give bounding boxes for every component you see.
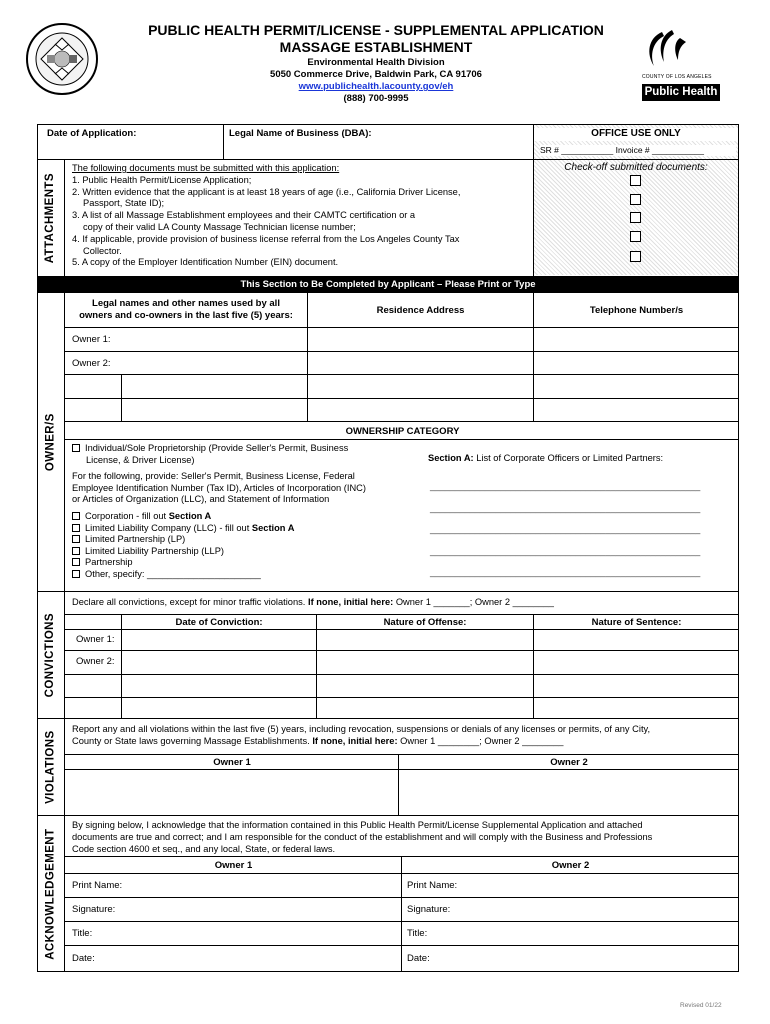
checkoff-label: Check-off submitted documents: xyxy=(564,162,708,173)
attachment-item: Collector. xyxy=(83,245,122,256)
dba-field[interactable] xyxy=(226,140,530,157)
conviction-col1: Date of Conviction: xyxy=(175,617,263,628)
ack-print-name-1[interactable]: Print Name: xyxy=(72,880,123,891)
checkbox[interactable] xyxy=(72,444,80,452)
violations-owner1: Owner 1 xyxy=(213,757,251,768)
owner1-label: Owner 1: xyxy=(72,334,111,345)
option-other[interactable]: Other, specify: ______________________ xyxy=(72,569,422,581)
ack-title-2[interactable]: Title: xyxy=(407,928,428,939)
attachment-item: 3. A list of all Massage Establishment employees and their CAMTC certification or a xyxy=(72,210,416,221)
conviction-col2: Nature of Offense: xyxy=(383,617,467,628)
conviction-col3: Nature of Sentence: xyxy=(591,617,682,628)
logo-small-text: COUNTY OF LOS ANGELES xyxy=(642,74,712,80)
section-a-line[interactable]: ______________________________________________________ xyxy=(430,481,701,491)
checkoff-box-4[interactable] xyxy=(630,231,641,242)
owners-label: OWNER/S xyxy=(37,293,65,591)
attachment-item: 2. Written evidence that the applicant is at least 18 years of age (i.e., California Driver License, xyxy=(72,186,461,197)
option-individual-cont: License, & Driver License) xyxy=(86,454,195,465)
section-a-heading: Section A: List of Corporate Officers or Limited Partners: xyxy=(428,453,664,463)
ack-date-2[interactable]: Date: xyxy=(407,953,430,964)
attachment-item: copy of their valid LA County Massage Technician license number; xyxy=(83,221,356,232)
attachment-item: 1. Public Health Permit/License Application; xyxy=(72,174,252,185)
option-lp[interactable]: Limited Partnership (LP) xyxy=(72,534,422,546)
office-use-label: OFFICE USE ONLY xyxy=(534,128,738,141)
section-a-line[interactable]: ______________________________________________________ xyxy=(430,502,701,513)
ack-text: By signing below, I acknowledge that the information contained in this Public Health Permit/License Supplemental Application and attached documents are true and correct; and I am responsible for the conduct of the establishment and will comply with the Business and Professions Code section 4600 et seq., and any local, State, or federal laws. xyxy=(72,820,653,854)
ack-owner2: Owner 2 xyxy=(551,860,590,871)
owners-col3-header: Telephone Number/s xyxy=(589,305,684,316)
checkbox[interactable] xyxy=(72,558,80,566)
option-llp[interactable]: Limited Liability Partnership (LLP) xyxy=(72,546,422,558)
checkbox[interactable] xyxy=(72,547,80,555)
dba-label: Legal Name of Business (DBA): xyxy=(229,128,372,139)
violations-owner2-field[interactable] xyxy=(400,771,737,813)
violations-label: VIOLATIONS xyxy=(37,719,65,815)
acknowledgement-label: ACKNOWLEDGEMENT xyxy=(37,816,65,972)
page-subtitle: MASSAGE ESTABLISHMENT xyxy=(279,39,473,55)
section-banner: This Section to Be Completed by Applicant – Please Print or Type xyxy=(37,276,739,293)
revision-footer: Revised 01/22 xyxy=(680,1002,722,1009)
follow-line: or Articles of Organization (LLC), and Statement of Information xyxy=(72,494,330,505)
division-name: Environmental Health Division xyxy=(307,57,445,68)
checkbox[interactable] xyxy=(72,524,80,532)
checkbox[interactable] xyxy=(72,512,80,520)
checkoff-box-1[interactable] xyxy=(630,175,641,186)
page-title: PUBLIC HEALTH PERMIT/LICENSE - SUPPLEMENTAL APPLICATION xyxy=(148,22,604,38)
attachment-item: Passport, State ID); xyxy=(83,198,165,209)
conviction-owner1: Owner 1: xyxy=(76,634,115,645)
ack-owner1: Owner 1 xyxy=(214,860,253,871)
violations-owner1-field[interactable] xyxy=(67,771,395,813)
follow-line: Employee Identification Number (Tax ID), Articles of Incorporation (INC) xyxy=(72,482,366,493)
owner1-name-field[interactable] xyxy=(120,329,304,349)
option-llc[interactable]: Limited Liability Company (LLC) - fill out Section A xyxy=(72,523,422,535)
section-a-line[interactable]: ______________________________________________________ xyxy=(430,567,701,577)
attachment-item: 5. A copy of the Employer Identification Number (EIN) document. xyxy=(72,257,339,268)
owner2-label: Owner 2: xyxy=(72,358,111,369)
date-label: Date of Application: xyxy=(47,128,137,139)
division-phone: (888) 700-9995 xyxy=(343,93,409,104)
section-a-line[interactable]: ______________________________________________________ xyxy=(430,524,701,534)
checkoff-box-3[interactable] xyxy=(630,212,641,223)
section-a-line[interactable]: ______________________________________________________ xyxy=(430,545,701,556)
logo-label: Public Health xyxy=(642,84,720,101)
attachments-label: ATTACHMENTS xyxy=(37,160,65,276)
date-field[interactable] xyxy=(40,140,220,157)
violations-owner2: Owner 2 xyxy=(550,757,588,768)
convictions-label: CONVICTIONS xyxy=(37,592,65,718)
ownership-category-header: OWNERSHIP CATEGORY xyxy=(345,426,460,437)
convictions-declare: Declare all convictions, except for minor traffic violations. If none, initial here: Owner 1 _______; Owner 2 ________ xyxy=(72,597,554,607)
ack-title-1[interactable]: Title: xyxy=(72,928,93,939)
option-partnership[interactable]: Partnership xyxy=(72,557,422,569)
division-url[interactable] xyxy=(100,81,652,93)
conviction-owner2: Owner 2: xyxy=(76,656,115,667)
ownership-options xyxy=(72,443,422,581)
checkbox[interactable] xyxy=(72,535,80,543)
violations-text: Report any and all violations within the last five (5) years, including revocation, suspensions or denials of any licenses or permits, of any City, County or State laws governing Massage Establishments. If none, initial here: Owner 1 ________; Owner 2 ________ xyxy=(72,724,651,746)
public-health-logo xyxy=(640,28,720,104)
division-address: 5050 Commerce Drive, Baldwin Park, CA 91706 xyxy=(270,69,482,80)
owners-col1-header: Legal names and other names used by all owners and co-owners in the last five (5) years: xyxy=(79,298,293,321)
owner2-name-field[interactable] xyxy=(120,353,304,373)
county-seal xyxy=(25,22,99,96)
sr-invoice: SR # ___________ Invoice # ___________ xyxy=(540,145,736,156)
url-link[interactable]: www.publichealth.lacounty.gov/eh xyxy=(298,81,454,92)
checkbox[interactable] xyxy=(72,570,80,578)
attachments-list xyxy=(72,163,532,269)
checkoff-box-5[interactable] xyxy=(630,251,641,262)
follow-line: For the following, provide: Seller's Permit, Business License, Federal xyxy=(72,471,355,482)
owners-col2-header: Residence Address xyxy=(376,305,465,316)
checkoff-box-2[interactable] xyxy=(630,194,641,205)
option-corporation[interactable]: Corporation - fill out Section A xyxy=(72,511,422,523)
ack-print-name-2[interactable]: Print Name: xyxy=(407,880,458,891)
ack-date-1[interactable]: Date: xyxy=(72,953,95,964)
section-a-lines[interactable] xyxy=(430,476,700,584)
ack-signature-1[interactable]: Signature: xyxy=(72,904,116,915)
option-individual[interactable]: Individual/Sole Proprietorship (Provide Seller's Permit, Business xyxy=(72,443,422,455)
ack-signature-2[interactable]: Signature: xyxy=(407,904,451,915)
attachments-intro: The following documents must be submitted with this application: xyxy=(72,163,340,173)
attachment-item: 4. If applicable, provide provision of business license referral from the Los Angeles County Tax xyxy=(72,233,460,244)
